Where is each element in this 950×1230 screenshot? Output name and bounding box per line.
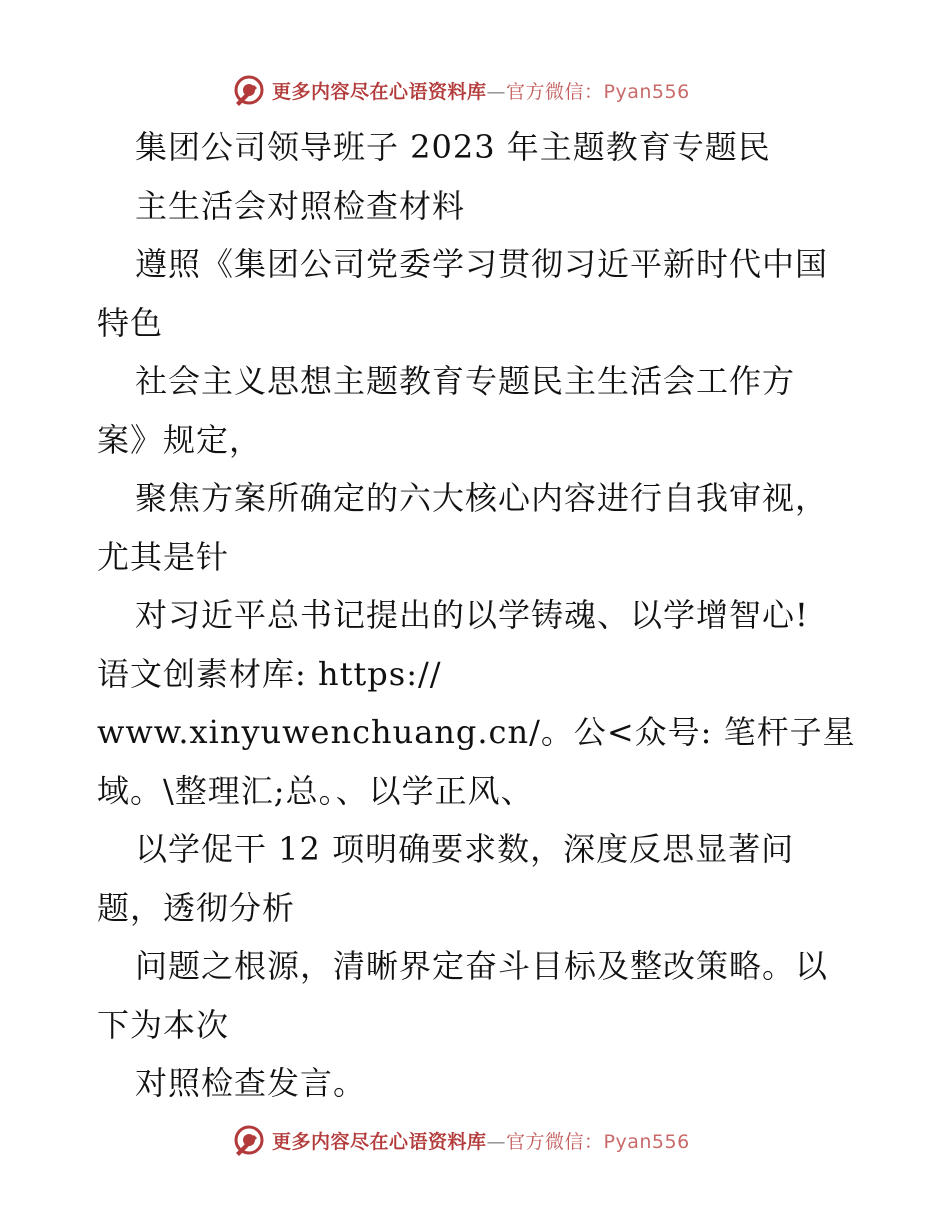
doc-line: 域。\整理汇;总。、以学正风、: [97, 771, 534, 810]
pen-ring-logo-icon: [232, 73, 266, 107]
doc-title-line-1: 集团公司领导班子 2023 年主题教育专题民: [135, 128, 771, 166]
doc-line: 以学促干 12 项明确要求数，深度反思显著问: [135, 830, 795, 868]
banner-left-text: 更多内容尽在心语资料库: [272, 1130, 487, 1153]
banner-text: [272, 77, 690, 104]
pen-ring-logo-icon: [232, 1123, 266, 1157]
doc-line: 对习近平总书记提出的以学铸魂、以学增智心!: [135, 596, 809, 634]
banner-right-text: 官方微信：: [506, 80, 604, 103]
header-banner: [232, 70, 690, 110]
doc-line: 题，透彻分析: [97, 888, 296, 927]
doc-line: 语文创素材库: https://: [97, 654, 442, 693]
doc-title-line-2: 主生活会对照检查材料: [135, 186, 466, 225]
doc-line: 下为本次: [97, 1005, 230, 1044]
doc-line: 对照检查发言。: [135, 1064, 367, 1102]
banner-wechat-id: Pyan556: [603, 1130, 690, 1153]
banner-dash: —: [486, 1130, 507, 1153]
banner-text: [272, 1127, 690, 1154]
banner-wechat-id: Pyan556: [603, 80, 690, 103]
doc-line: 特色: [97, 303, 164, 342]
document-body: [97, 118, 857, 1113]
footer-banner: [232, 1120, 690, 1160]
doc-line: 问题之根源，清晰界定奋斗目标及整改策略。以: [135, 947, 829, 985]
doc-line: 案》规定，: [97, 420, 263, 459]
doc-line: 社会主义思想主题教育专题民主生活会工作方: [135, 362, 796, 400]
doc-line: 聚焦方案所确定的六大核心内容进行自我审视，: [135, 479, 829, 517]
doc-line: 遵照《集团公司党委学习贯彻习近平新时代中国: [135, 245, 829, 283]
banner-left-text: 更多内容尽在心语资料库: [272, 80, 487, 103]
doc-line: 尤其是针: [97, 537, 230, 576]
banner-dash: —: [486, 80, 507, 103]
doc-line: www.xinyuwenchuang.cn/。公<众号: 笔杆子星: [97, 713, 856, 751]
banner-right-text: 官方微信：: [506, 1130, 604, 1153]
